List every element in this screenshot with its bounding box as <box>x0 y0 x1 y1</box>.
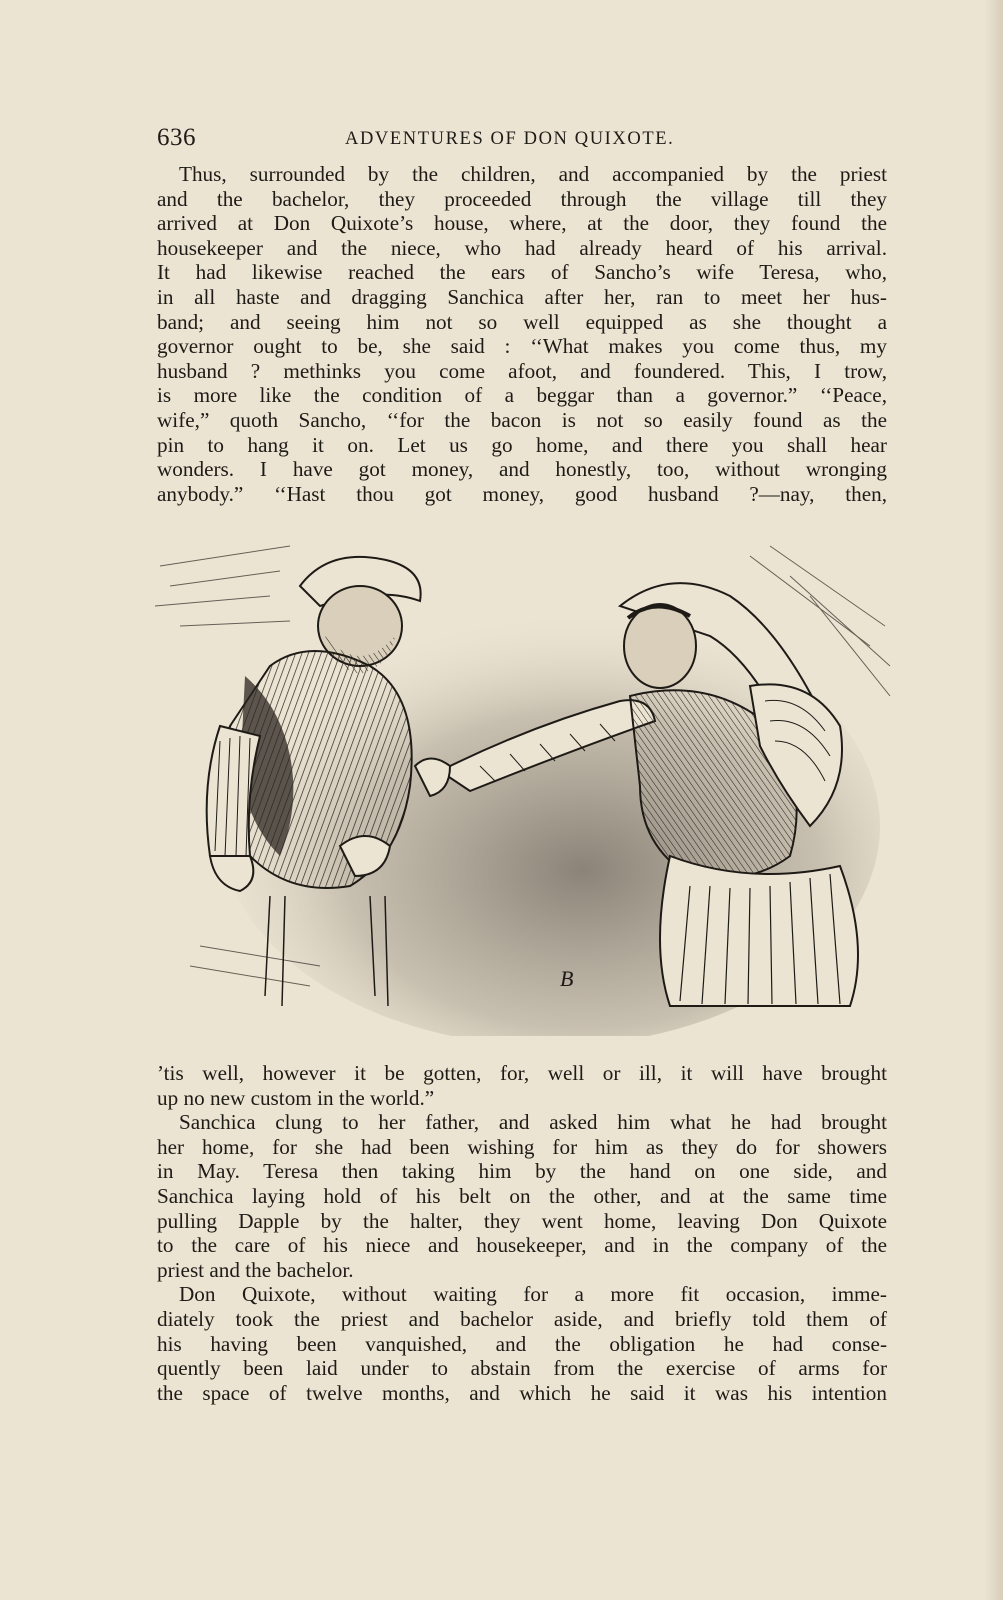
text-line: to the care of his niece and housekeeper, and in the company of the <box>157 1233 887 1258</box>
illustration-drawing <box>150 526 895 1036</box>
text-line: in all haste and dragging Sanchica after her, ran to meet her hus- <box>157 284 887 309</box>
text-line: band; and seeing him not so well equipped as she thought a <box>157 309 887 334</box>
text-line: Sanchica clung to her father, and asked him what he had brought <box>179 1110 887 1135</box>
engraver-signature: B <box>560 966 574 991</box>
text-line: his having been vanquished, and the obligation he had conse- <box>157 1331 887 1356</box>
text-line: housekeeper and the niece, who had already heard of his arrival. <box>157 235 887 260</box>
text-line: pin to hang it on. Let us go home, and there you shall hear <box>157 432 887 457</box>
text-line: It had likewise reached the ears of Sancho’s wife Teresa, who, <box>157 260 887 285</box>
text-line: diately took the priest and bachelor aside, and briefly told them of <box>157 1306 887 1331</box>
text-line: governor ought to be, she said : ‘‘What makes you come thus, my <box>157 334 887 359</box>
text-line: is more like the condition of a beggar than a governor.” ‘‘Peace, <box>157 383 887 408</box>
page-number: 636 <box>157 124 196 151</box>
text-line: priest and the bachelor. <box>157 1257 354 1282</box>
text-block-bottom <box>157 1061 887 1405</box>
text-line: Thus, surrounded by the children, and accompanied by the priest <box>179 162 887 186</box>
text-line: anybody.” ‘‘Hast thou got money, good husband ?—nay, then, <box>157 481 887 506</box>
text-line: wonders. I have got money, and honestly, too, without wronging <box>157 457 887 482</box>
text-line: husband ? methinks you come afoot, and foundered. This, I trow, <box>157 358 887 383</box>
text-line: her home, for she had been wishing for him as they do for showers <box>157 1134 887 1159</box>
text-line: Sanchica laying hold of his belt on the other, and at the same time <box>157 1183 887 1208</box>
text-line: ’tis well, however it be gotten, for, well or ill, it will have brought <box>157 1061 887 1085</box>
running-head <box>157 124 889 154</box>
text-line: the space of twelve months, and which he said it was his intention <box>157 1380 887 1405</box>
text-line: and the bachelor, they proceeded through the village till they <box>157 186 887 211</box>
engraving-illustration <box>150 526 895 1036</box>
text-line: in May. Teresa then taking him by the hand on one side, and <box>157 1159 887 1184</box>
page-edge-shadow <box>985 0 1003 1600</box>
text-line: quently been laid under to abstain from the exercise of arms for <box>157 1356 887 1381</box>
text-line: wife,” quoth Sancho, ‘‘for the bacon is not so easily found as the <box>157 407 887 432</box>
text-block-top <box>157 162 887 506</box>
text-line: arrived at Don Quixote’s house, where, at the door, they found the <box>157 211 887 236</box>
text-line: Don Quixote, without waiting for a more fit occasion, imme- <box>179 1282 887 1307</box>
running-title: ADVENTURES OF DON QUIXOTE. <box>345 129 675 149</box>
text-line: up no new custom in the world.” <box>157 1085 435 1110</box>
text-line: pulling Dapple by the halter, they went home, leaving Don Quixote <box>157 1208 887 1233</box>
